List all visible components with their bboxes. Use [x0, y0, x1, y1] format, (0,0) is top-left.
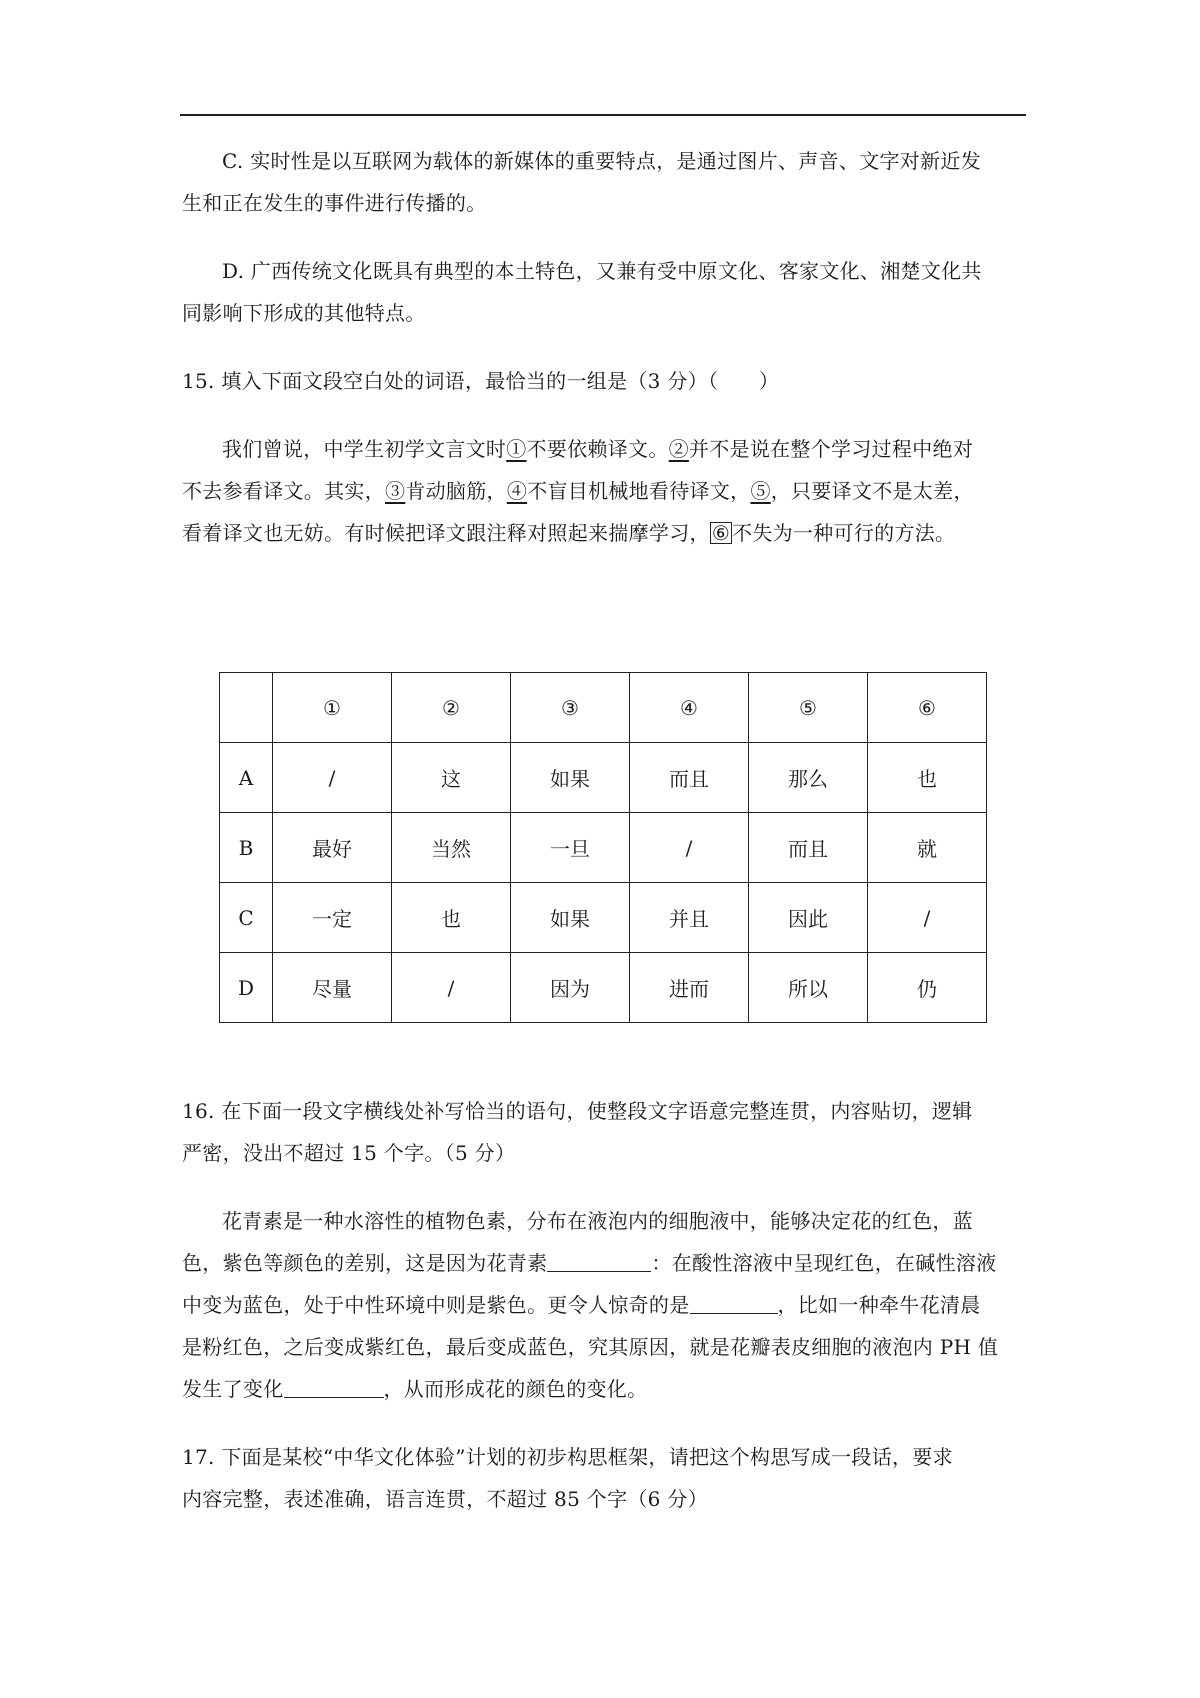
passage-text: 不要依赖译文。: [526, 437, 669, 461]
table-cell: 所以: [749, 953, 868, 1023]
question-17-stem-line1: 17. 下面是某校“中华文化体验”计划的初步构思框架，请把这个构思写成一段话，要求: [182, 1445, 953, 1469]
blank-marker-2: ②: [668, 437, 689, 461]
question-16-stem-line2: 严密，没出不超过 15 个字。（5 分）: [182, 1141, 516, 1165]
question-16-para-line4: 是粉红色，之后变成紫红色，最后变成蓝色，究其原因，就是花瓣表皮细胞的液泡内 PH 值: [182, 1335, 999, 1359]
document-body: [182, 140, 1024, 554]
table-cell: ⑥: [868, 673, 987, 743]
table-cell: ②: [392, 673, 511, 743]
passage-text: 我们曾说，中学生初学文言文时: [222, 437, 507, 461]
para-text: 发生了变化: [182, 1377, 284, 1401]
fill-blank-2[interactable]: [690, 1291, 778, 1314]
row-label-cell: C: [220, 883, 273, 953]
table-cell: 进而: [630, 953, 749, 1023]
question-17-stem-line2: 内容完整，表述准确，语言连贯，不超过 85 个字（6 分）: [182, 1487, 708, 1511]
table-cell: 一旦: [511, 813, 630, 883]
table-cell: ⑤: [749, 673, 868, 743]
question-15-passage-line3: [182, 512, 1024, 554]
table-cell: 因此: [749, 883, 868, 953]
fill-blank-1[interactable]: [547, 1249, 651, 1272]
question-15-passage-line1: [182, 428, 1024, 470]
table-cell: 因为: [511, 953, 630, 1023]
passage-text: 并不是说在整个学习过程中绝对: [688, 437, 974, 461]
option-d-line1: D. 广西传统文化既具有典型的本土特色，又兼有受中原文化、客家文化、湘楚文化共: [222, 259, 982, 283]
passage-text: 不失为一种可行的方法。: [732, 521, 956, 545]
para-text: ，比如一种牵牛花清晨: [777, 1293, 981, 1317]
table-cell: 并且: [630, 883, 749, 953]
option-c-line1: C. 实时性是以互联网为载体的新媒体的重要特点，是通过图片、声音、文字对新近发: [222, 149, 982, 173]
table-header-row: [220, 673, 987, 743]
question-16-para-line1: 花青素是一种水溶性的植物色素，分布在液泡内的细胞液中，能够决定花的红色，蓝: [222, 1209, 974, 1233]
table-cell: /: [273, 743, 392, 813]
question-15-passage-line2: [182, 470, 1024, 512]
table-cell: 一定: [273, 883, 392, 953]
passage-text: 不去参看译文。其实，: [182, 479, 385, 503]
passage-text: 不盲目机械地看待译文，: [527, 479, 751, 503]
row-label-cell: B: [220, 813, 273, 883]
table-cell: /: [868, 883, 987, 953]
table-cell: 尽量: [273, 953, 392, 1023]
passage-text: ，只要译文不是太差，: [770, 479, 974, 503]
question-16-para-line5: [182, 1368, 1024, 1410]
table-cell: ④: [630, 673, 749, 743]
row-label-cell: A: [220, 743, 273, 813]
table-cell: 也: [392, 883, 511, 953]
answer-options-table: [219, 672, 987, 1023]
question-16-para-line3: [182, 1284, 1024, 1326]
table-cell: 而且: [749, 813, 868, 883]
blank-marker-3: ③: [385, 479, 406, 503]
question-15-stem: 15. 填入下面文段空白处的词语，最恰当的一组是（3 分）（ ）: [182, 369, 780, 393]
table-cell: ③: [511, 673, 630, 743]
passage-text: 肯动脑筋，: [405, 479, 507, 503]
row-label-cell: D: [220, 953, 273, 1023]
table-cell: /: [630, 813, 749, 883]
table-row: [220, 953, 987, 1023]
option-c-line2: 生和正在发生的事件进行传播的。: [182, 191, 487, 215]
table-cell: 如果: [511, 883, 630, 953]
table-cell: 而且: [630, 743, 749, 813]
table-cell: 最好: [273, 813, 392, 883]
table-row: [220, 743, 987, 813]
table-cell: /: [392, 953, 511, 1023]
table-corner-cell: [220, 673, 273, 743]
fill-blank-3[interactable]: [284, 1375, 384, 1398]
blank-marker-5: ⑤: [750, 479, 771, 503]
table-cell: 仍: [868, 953, 987, 1023]
blank-marker-4: ④: [506, 479, 528, 503]
blank-marker-1: ①: [506, 437, 527, 461]
table-row: [220, 883, 987, 953]
table-cell: 就: [868, 813, 987, 883]
table-cell: 如果: [511, 743, 630, 813]
question-16-para-line2: [182, 1242, 1024, 1284]
header-rule: [180, 114, 1026, 116]
para-text: 色，紫色等颜色的差别，这是因为花青素: [182, 1251, 548, 1275]
table-row: [220, 813, 987, 883]
table-cell: 这: [392, 743, 511, 813]
para-text: 中变为蓝色，处于中性环境中则是紫色。更令人惊奇的是: [182, 1293, 690, 1317]
option-d-line2: 同影响下形成的其他特点。: [182, 301, 426, 325]
blank-marker-6: ⑥: [711, 521, 731, 545]
para-text: ：在酸性溶液中呈现红色，在碱性溶液: [651, 1251, 997, 1275]
question-16-stem-line1: 16. 在下面一段文字横线处补写恰当的语句，使整段文字语意完整连贯，内容贴切，逻辑: [182, 1099, 973, 1123]
document-body-lower: [182, 1090, 1024, 1520]
table-cell: 也: [868, 743, 987, 813]
para-text: ，从而形成花的颜色的变化。: [383, 1377, 648, 1401]
table-cell: ①: [273, 673, 392, 743]
table-cell: 当然: [392, 813, 511, 883]
table-cell: 那么: [749, 743, 868, 813]
passage-text: 看着译文也无妨。有时候把译文跟注释对照起来揣摩学习，: [182, 521, 710, 545]
